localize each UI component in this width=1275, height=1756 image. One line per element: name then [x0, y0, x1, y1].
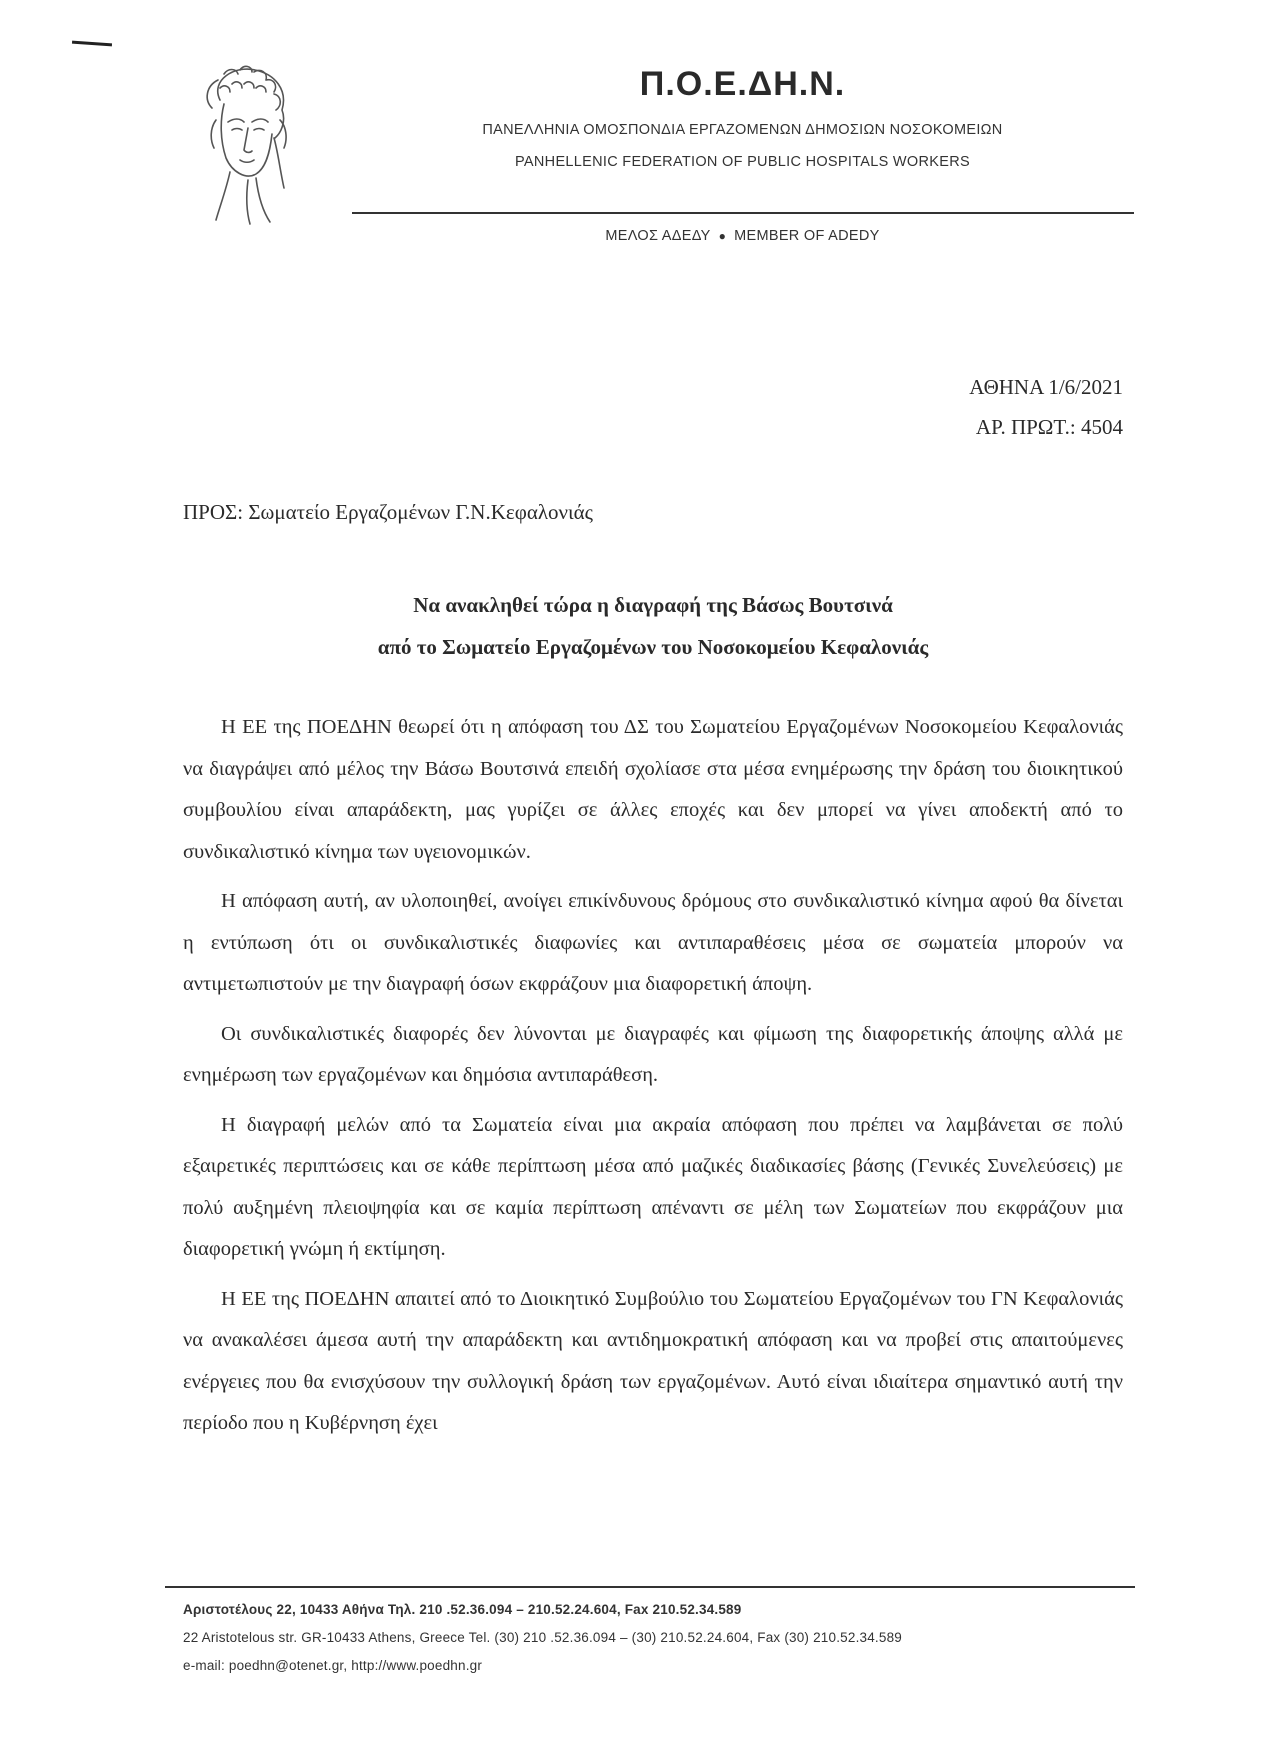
- protocol-number: ΑΡ. ΠΡΩΤ.: 4504: [975, 415, 1123, 439]
- body-paragraph: Η ΕΕ της ΠΟΕΔΗΝ θεωρεί ότι η απόφαση του ΔΣ του Σωματείου Εργαζομένων Νοσοκομείου Κεφαλονιάς να διαγράψει από μέλος την Βάσω Βουτσινά επειδή σχολίασε στα μέσα ενημέρωσης την δράση του διοικητικού συμβουλίου είναι απαράδεκτη, μας γυρίζει σε άλλες εποχές και δεν μπορεί να γίνει αποδεκτή από το συνδικαλιστικό κίνημα των υγειονομικών.: [183, 716, 1123, 863]
- letter-subject: [183, 584, 1123, 668]
- body-paragraph: Η διαγραφή μελών από τα Σωματεία είναι μια ακραία απόφαση που πρέπει να λαμβάνεται σε πολύ εξαιρετικές περιπτώσεις και σε κάθε περίπτωση μέσα από μαζικές διαδικασίες βάσης (Γενικές Συνελεύσεις) με πολύ αυξημένη πλειοψηφία και σε καμία περίπτωση απέναντι σε μέλη των Σωματείων που εκφράζουν μια διαφορετική γνώμη ή εκτίμηση.: [183, 1113, 1123, 1260]
- membership-greek: ΜΕΛΟΣ ΑΔΕΔΥ: [605, 228, 711, 244]
- scan-mark: [72, 41, 112, 47]
- membership-line: [350, 228, 1135, 244]
- header-divider: [352, 212, 1134, 214]
- letter-body: [183, 707, 1123, 1453]
- subject-line-2: από το Σωματείο Εργαζομένων του Νοσοκομείου Κεφαλονιάς: [377, 635, 929, 659]
- body-paragraph: Η ΕΕ της ΠΟΕΔΗΝ απαιτεί από το Διοικητικό Συμβούλιο του Σωματείου Εργαζομένων του ΓΝ Κεφαλονιάς να ανακαλέσει άμεσα αυτή την απαράδεκτη και αντιδημοκρατική απόφαση και να προβεί στις απαιτούμενες ενέργειες που θα ενισχύσουν την συλλογική δράση των εργαζομένων. Αυτό είναι ιδιαίτερα σημαντικό αυτή την περίοδο που η Κυβέρνηση έχει: [183, 1287, 1123, 1434]
- organization-acronym: Π.Ο.Ε.ΔΗ.Ν.: [639, 65, 846, 103]
- organization-name-greek: ΠΑΝΕΛΛΗΝΙΑ ΟΜΟΣΠΟΝΔΙΑ ΕΡΓΑΖΟΜΕΝΩΝ ΔΗΜΟΣΙΩΝ ΝΟΣΟΚΟΜΕΙΩΝ: [482, 122, 1003, 138]
- subject-line-1: Να ανακληθεί τώρα η διαγραφή της Βάσως Βουτσινά: [413, 593, 893, 617]
- footer-address-greek: Αριστοτέλους 22, 10433 Αθήνα Τηλ. 210 .52.36.094 – 210.52.24.604, Fax 210.52.34.589: [183, 1602, 742, 1617]
- letterhead: [350, 62, 1135, 170]
- date-block: [969, 367, 1123, 447]
- body-paragraph: Η απόφαση αυτή, αν υλοποιηθεί, ανοίγει επικίνδυνους δρόμους στο συνδικαλιστικό κίνημα αφού θα δίνεται η εντύπωση ότι οι συνδικαλιστικές διαφωνίες και αντιπαραθέσεις μέσα σε σωματεία μπορούν να αντιμετωπιστούν με την διαγραφή όσων εκφράζουν μια διαφορετική άποψη.: [183, 890, 1123, 995]
- recipient-line: ΠΡΟΣ: Σωματείο Εργαζομένων Γ.Ν.Κεφαλονιάς: [183, 500, 593, 524]
- hygeia-head-logo-icon: [190, 60, 295, 230]
- footer-address-english: 22 Aristotelous str. GR-10433 Athens, Greece Tel. (30) 210 .52.36.094 – (30) 210.52.24.604, Fax (30) 210.52.34.589: [183, 1630, 903, 1645]
- footer-divider: [165, 1586, 1135, 1588]
- membership-english: MEMBER OF ADEDY: [734, 228, 880, 244]
- letter-date: ΑΘΗΝΑ 1/6/2021: [969, 375, 1123, 399]
- organization-name-english: PANHELLENIC FEDERATION OF PUBLIC HOSPITALS WORKERS: [515, 154, 970, 170]
- body-paragraph: Οι συνδικαλιστικές διαφορές δεν λύνονται με διαγραφές και φίμωση της διαφορετικής άποψης αλλά με ενημέρωση των εργαζομένων και δημόσια αντιπαράθεση.: [183, 1022, 1123, 1086]
- footer-contact: e-mail: poedhn@otenet.gr, http://www.poedhn.gr: [183, 1658, 483, 1673]
- letter-footer: [183, 1596, 902, 1680]
- bullet-icon: ●: [718, 229, 727, 243]
